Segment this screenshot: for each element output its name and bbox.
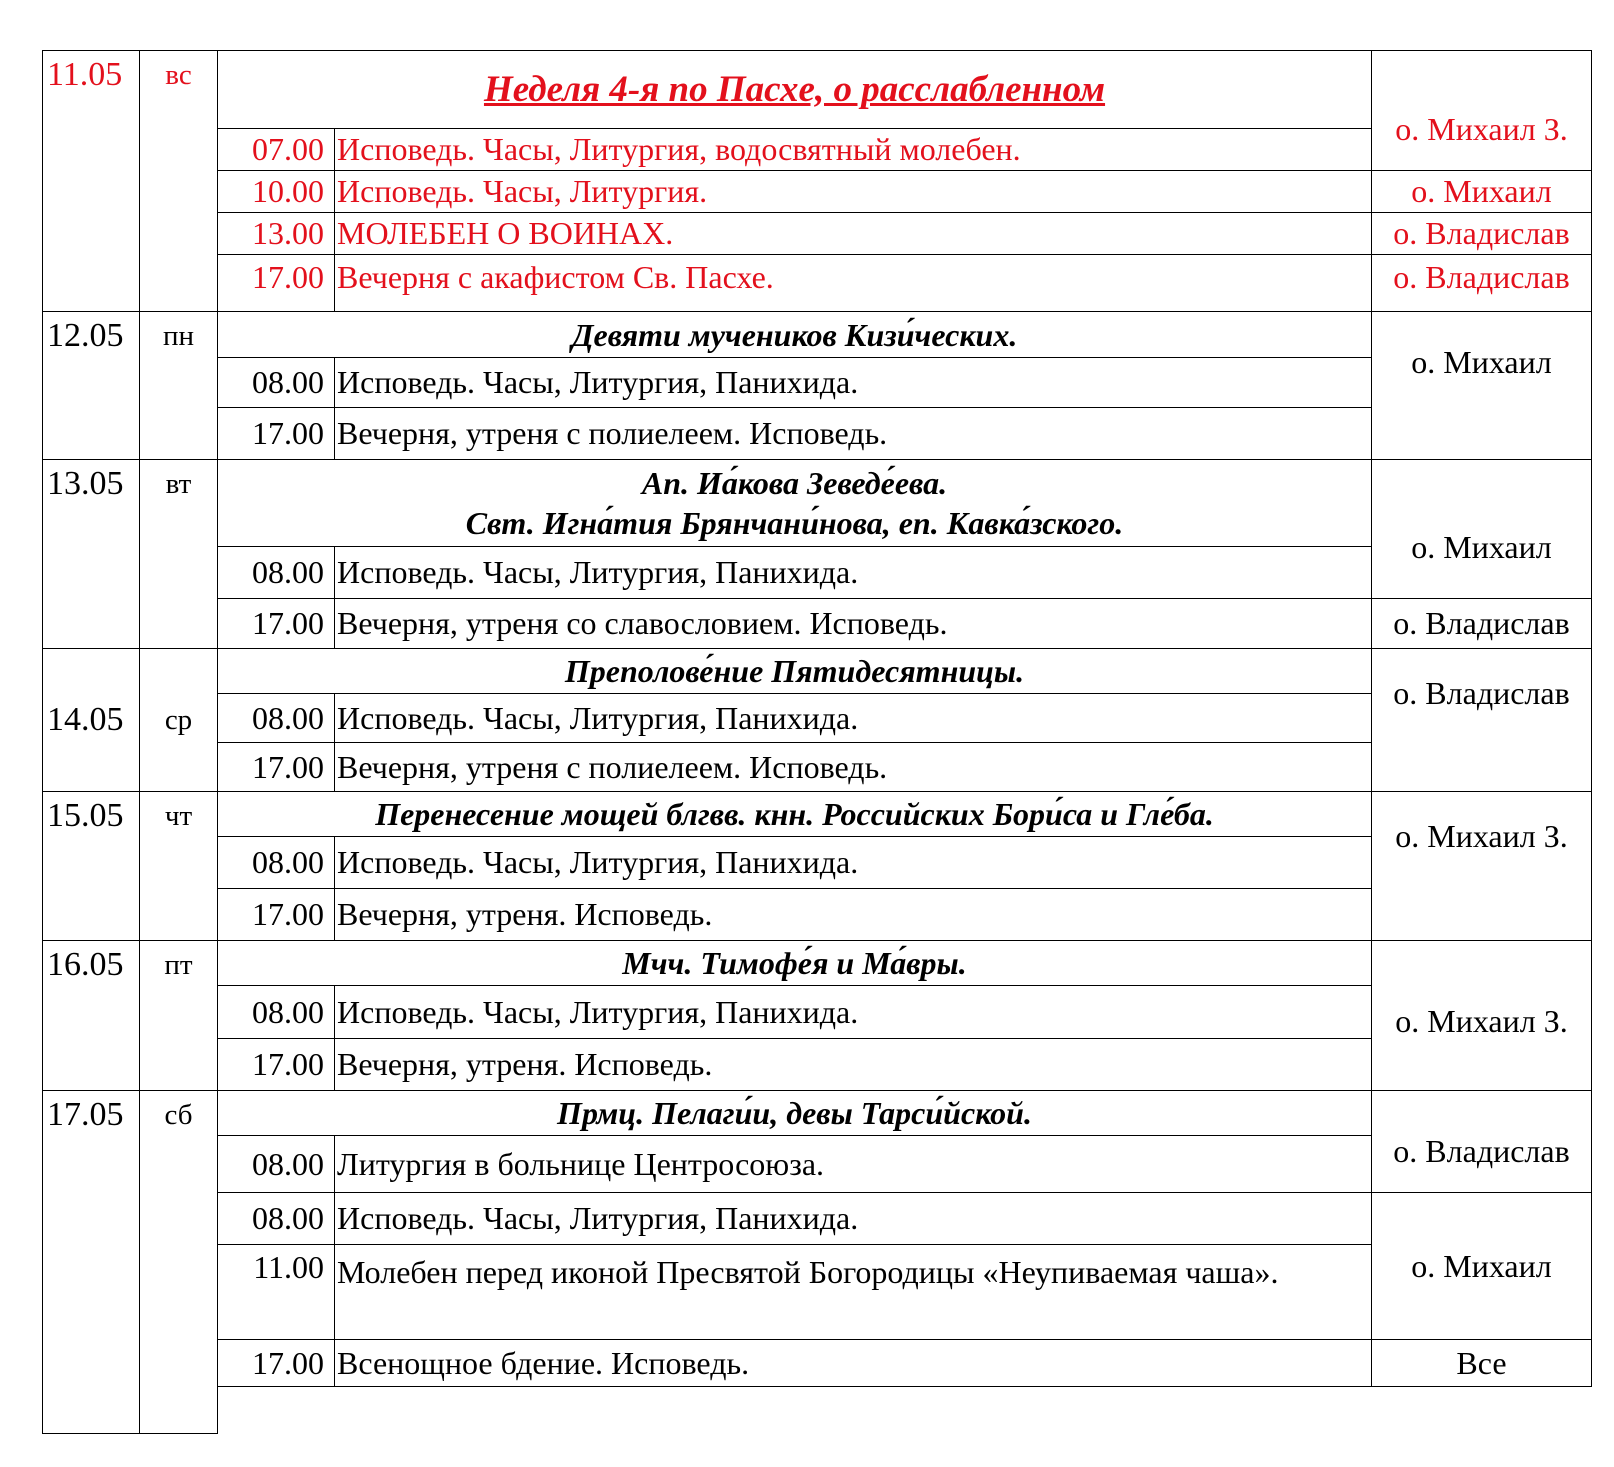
service-description: Вечерня, утреня со славословием. Исповедь. <box>334 598 1372 649</box>
service-description: Исповедь. Часы, Литургия, Панихида. <box>334 1192 1372 1245</box>
service-time: 10.00 <box>217 170 335 213</box>
priest-cell: о. Владислав <box>1371 1090 1592 1193</box>
priest-cell: о. Михаил З. <box>1371 940 1592 1091</box>
service-time: 08.00 <box>217 546 335 599</box>
date-cell: 11.05 <box>42 50 140 312</box>
service-time: 08.00 <box>217 693 335 743</box>
weekday-cell: ср <box>139 648 218 792</box>
schedule-table <box>42 50 1592 1434</box>
service-time: 07.00 <box>217 128 335 171</box>
service-description: Литургия в больнице Центросоюза. <box>334 1135 1372 1193</box>
weekday-cell: чт <box>139 791 218 941</box>
service-description: Вечерня с акафистом Св. Пасхе. <box>334 254 1372 312</box>
priest-cell: о. Михаил З. <box>1371 791 1592 941</box>
service-time: 08.00 <box>217 1192 335 1245</box>
service-time: 08.00 <box>217 985 335 1039</box>
feast-title: Перенесение мощей блгвв. кнн. Российских Бори́са и Гле́ба. <box>217 791 1372 837</box>
weekday-cell: сб <box>139 1090 218 1434</box>
priest-cell: о. Михаил З. <box>1371 50 1592 171</box>
weekday-cell: пт <box>139 940 218 1091</box>
feast-title: Мчч. Тимофе́я и Ма́вры. <box>217 940 1372 986</box>
priest-cell: о. Владислав <box>1371 212 1592 255</box>
date-cell: 16.05 <box>42 940 140 1091</box>
date-cell: 15.05 <box>42 791 140 941</box>
service-time: 08.00 <box>217 357 335 408</box>
service-description: Вечерня, утреня. Исповедь. <box>334 888 1372 941</box>
service-time: 17.00 <box>217 888 335 941</box>
service-time: 17.00 <box>217 1339 335 1387</box>
service-time: 13.00 <box>217 212 335 255</box>
priest-cell: Все <box>1371 1339 1592 1387</box>
service-description: Исповедь. Часы, Литургия, Панихида. <box>334 693 1372 743</box>
service-time: 17.00 <box>217 1038 335 1091</box>
priest-cell: о. Михаил <box>1371 1192 1592 1340</box>
service-time: 17.00 <box>217 598 335 649</box>
service-time: 08.00 <box>217 1135 335 1193</box>
feast-title: Прмц. Пелаги́и, девы Тарси́йской. <box>217 1090 1372 1136</box>
feast-title: Девяти мучеников Кизи́ческих. <box>217 311 1372 358</box>
service-description: Всенощное бдение. Исповедь. <box>334 1339 1372 1387</box>
service-description: Исповедь. Часы, Литургия, Панихида. <box>334 357 1372 408</box>
service-description: Исповедь. Часы, Литургия, Панихида. <box>334 836 1372 889</box>
date-cell: 17.05 <box>42 1090 140 1434</box>
date-cell: 14.05 <box>42 648 140 792</box>
date-cell: 12.05 <box>42 311 140 460</box>
weekday-cell: вт <box>139 459 218 649</box>
service-time: 17.00 <box>217 407 335 460</box>
service-description: Исповедь. Часы, Литургия, Панихида. <box>334 546 1372 599</box>
feast-title: Преполове́ние Пятидесятницы. <box>217 648 1372 694</box>
service-description: Вечерня, утреня. Исповедь. <box>334 1038 1372 1091</box>
service-description: Исповедь. Часы, Литургия. <box>334 170 1372 213</box>
priest-cell: о. Михаил <box>1371 170 1592 213</box>
service-description: Вечерня, утреня с полиелеем. Исповедь. <box>334 742 1372 792</box>
date-cell: 13.05 <box>42 459 140 649</box>
priest-cell: о. Владислав <box>1371 648 1592 792</box>
priest-cell: о. Владислав <box>1371 598 1592 649</box>
weekday-cell: пн <box>139 311 218 460</box>
service-time: 17.00 <box>217 254 335 312</box>
service-time: 17.00 <box>217 742 335 792</box>
priest-cell: о. Михаил <box>1371 311 1592 460</box>
weekday-cell: вс <box>139 50 218 312</box>
feast-title: Неделя 4-я по Пасхе, о расслабленном <box>217 50 1372 129</box>
feast-title <box>217 459 1372 547</box>
feast-line: Свт. Игна́тия Брянчани́нова, еп. Кавка́зского. <box>465 505 1124 541</box>
service-description: Молебен перед иконой Пресвятой Богородицы «Неупиваемая чаша». <box>334 1244 1372 1340</box>
priest-cell: о. Владислав <box>1371 254 1592 312</box>
service-description: Вечерня, утреня с полиелеем. Исповедь. <box>334 407 1372 460</box>
service-time: 08.00 <box>217 836 335 889</box>
priest-cell: о. Михаил <box>1371 459 1592 599</box>
service-description: МОЛЕБЕН О ВОИНАХ. <box>334 212 1372 255</box>
service-description: Исповедь. Часы, Литургия, Панихида. <box>334 985 1372 1039</box>
service-time: 11.00 <box>217 1244 335 1340</box>
feast-line: Ап. Иа́кова Зеведе́ева. <box>641 465 948 501</box>
service-description: Исповедь. Часы, Литургия, водосвятный молебен. <box>334 128 1372 171</box>
